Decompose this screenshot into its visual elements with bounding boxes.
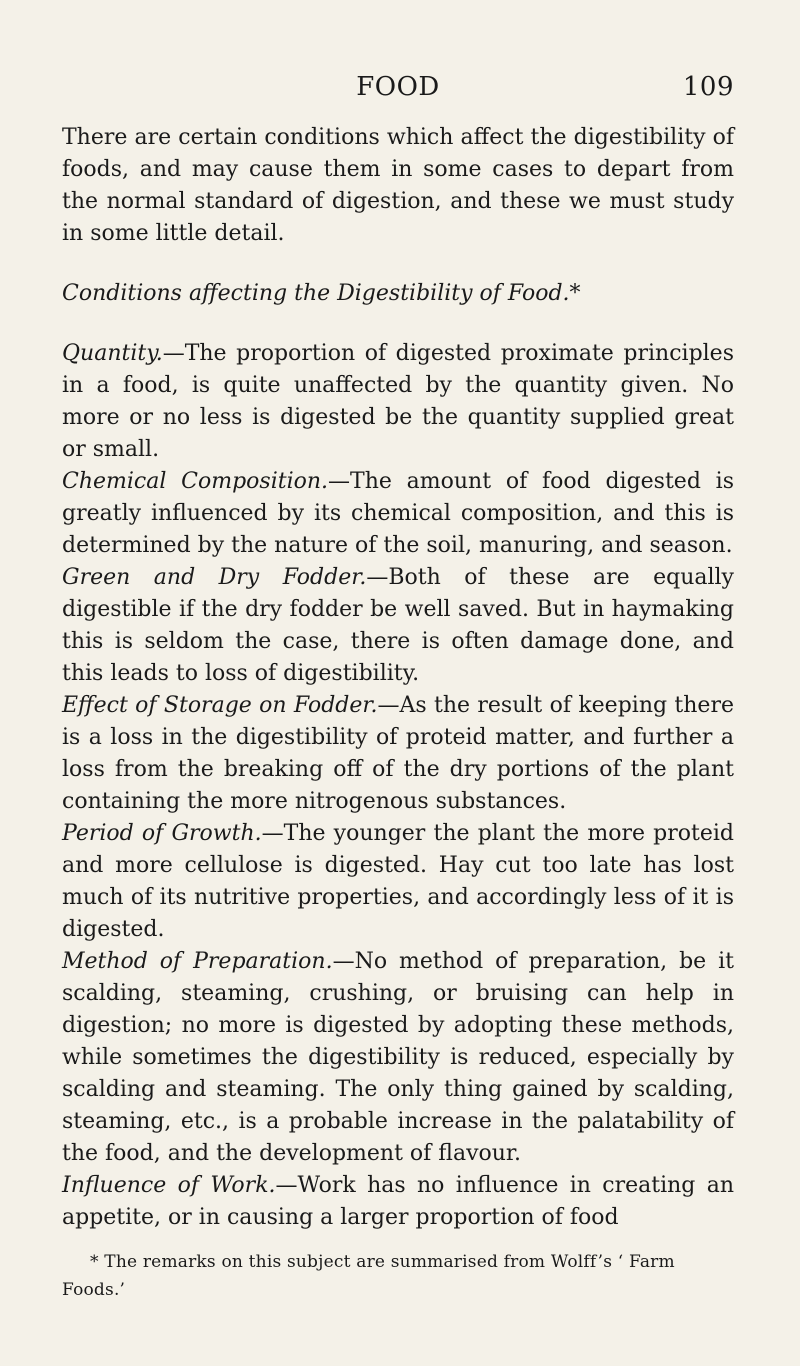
paragraph-text: —As the result of keeping there is a loss in the digestibility of proteid matter, and further a loss from the breaking off of the dry portions of the plant containing the more nitrogenous substances. — [62, 693, 734, 814]
running-title: FOOD — [356, 72, 440, 102]
paragraph-quantity — [62, 338, 734, 466]
paragraph-text: —Both of these are equally digestible if the dry fodder be well saved. But in haymaking this is seldom the case, there is often damage done, and this leads to loss of digestibility. — [62, 565, 734, 686]
paragraph-term: Influence of Work. — [62, 1173, 276, 1198]
paragraph-term: Effect of Storage on Fodder. — [62, 693, 378, 718]
paragraph-text: —No method of preparation, be it scalding, steaming, crushing, or bruising can help in digestion; no more is digested by adopting these methods, while sometimes the digestibility is reduced, especially by scalding and steaming. The only thing gained by scalding, steaming, etc., is a probable increase in the palatability of the food, and the development of flavour. — [62, 949, 734, 1166]
paragraph-green-dry-fodder — [62, 562, 734, 690]
paragraph-period-growth — [62, 818, 734, 946]
paragraph-work — [62, 1170, 734, 1234]
footnote: * The remarks on this subject are summarised from Wolff’s ‘ Farm Foods.’ — [62, 1252, 675, 1300]
section-heading: Conditions affecting the Digestibility of Food.* — [62, 281, 581, 306]
paragraph-term: Method of Preparation. — [62, 949, 333, 974]
paragraph-text: —The proportion of digested proximate principles in a food, is quite unaffected by the quantity given. No more or no less is digested be the quantity supplied great or small. — [62, 341, 734, 462]
paragraph-text: —The younger the plant the more proteid and more cellulose is digested. Hay cut too late has lost much of its nutritive properties, and accordingly less of it is digested. — [62, 821, 734, 942]
paragraph-term: Chemical Composition. — [62, 469, 329, 494]
page-number: 109 — [682, 72, 734, 102]
paragraph-text: —The amount of food digested is greatly influenced by its chemical composition, and this is determined by the nature of the soil, manuring, and season. — [62, 469, 735, 558]
main-text — [62, 122, 734, 1234]
paragraph-text: —Work has no influence in creating an appetite, or in causing a larger proportion of food — [62, 1173, 734, 1230]
paragraph-term: Green and Dry Fodder. — [62, 565, 367, 590]
paragraph-preparation — [62, 946, 734, 1170]
paragraph-term: Quantity. — [62, 341, 163, 366]
paragraph-storage — [62, 690, 734, 818]
page-header — [62, 72, 734, 106]
paragraph-chemical-composition — [62, 466, 734, 562]
intro-paragraph: There are certain conditions which affect the digestibility of foods, and may cause them in some cases to depart from the normal standard of digestion, and these we must study in some little detail. — [62, 125, 734, 246]
paragraph-term: Period of Growth. — [62, 821, 262, 846]
